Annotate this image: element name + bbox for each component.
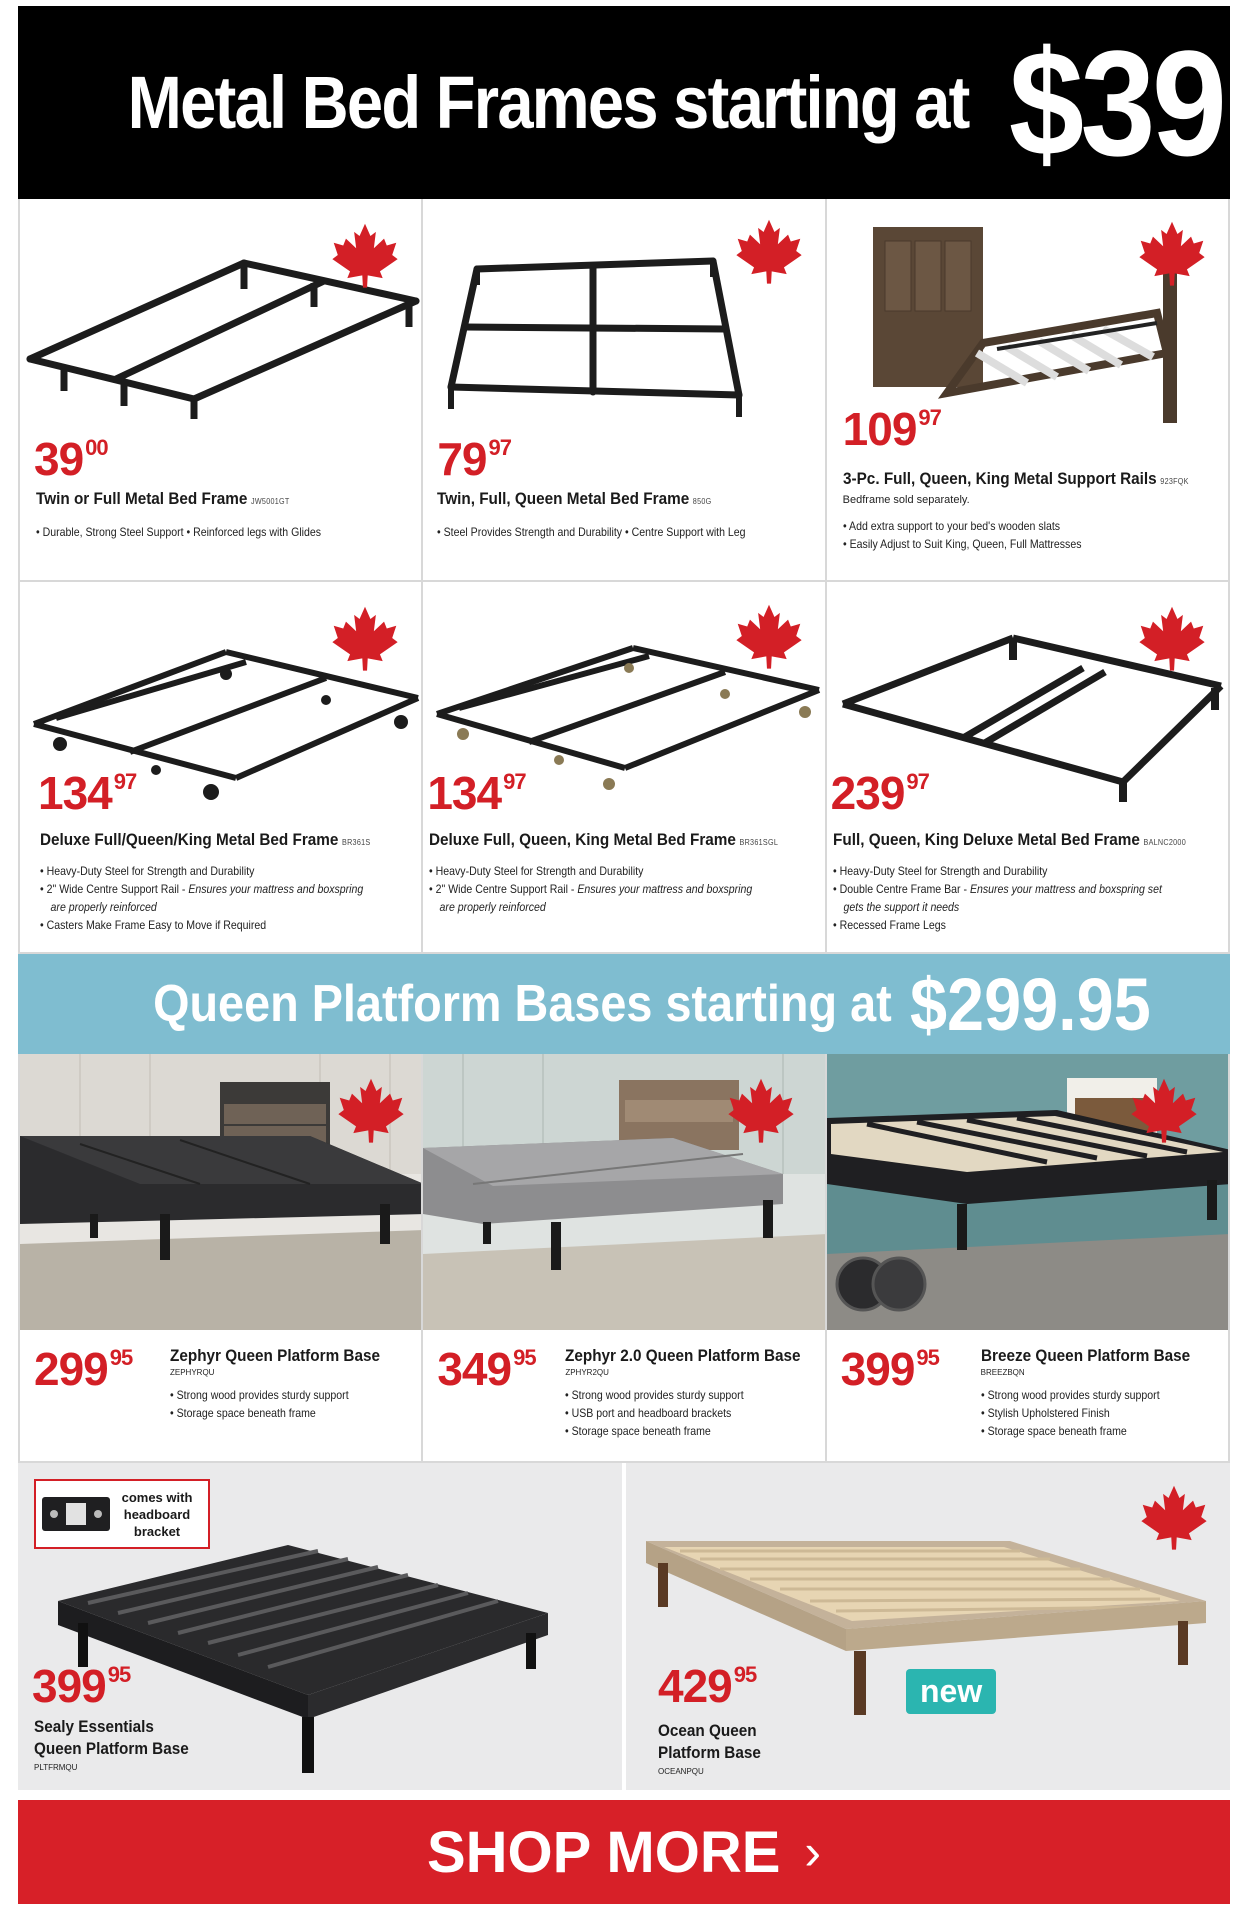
product-price: $299^{95}$: [34, 1343, 133, 1395]
product-card[interactable]: [423, 199, 826, 582]
product-card-ocean[interactable]: [626, 1463, 1230, 1790]
shop-more-label: SHOP MORE: [426, 1819, 781, 1885]
product-price: $349^{95}$: [437, 1343, 536, 1395]
chevron-right-icon: ›: [804, 1824, 822, 1880]
product-card[interactable]: [827, 199, 1230, 582]
product-sku: OCEANPQU: [658, 1767, 704, 1776]
product-sku: PLTFRMQU: [34, 1763, 78, 1772]
bed-frame-image: [443, 247, 753, 422]
product-features: • Heavy-Duty Steel for Strength and Durability • Double Centre Frame Bar - Ensures your mattress and boxspring set gets the support it needs • Recessed Frame Legs: [833, 862, 1162, 934]
callout-line: headboard: [123, 1506, 191, 1522]
product-card[interactable]: [827, 1054, 1230, 1463]
product-price: $134^{97}$: [427, 767, 526, 819]
product-title: Zephyr 2.0 Queen Platform Base: [565, 1346, 801, 1365]
product-sku: ZPHYR2QU: [565, 1368, 609, 1377]
product-price: $429^{95}$: [658, 1660, 757, 1712]
platform-banner: [18, 954, 1230, 1054]
product-title-line2: Queen Platform Base: [34, 1739, 189, 1758]
product-features: • Add extra support to your bed's wooden slats • Easily Adjust to Suit King, Queen, Full Mattresses: [843, 517, 1081, 553]
headboard-bracket-callout: [34, 1479, 210, 1549]
product-price: $109^{97}$: [842, 403, 941, 455]
maple-leaf-icon: [337, 1076, 405, 1144]
frames-row-2: [18, 582, 1230, 954]
product-card[interactable]: [18, 582, 423, 954]
maple-leaf-icon: [1138, 219, 1206, 287]
product-features: • Heavy-Duty Steel for Strength and Durability • 2" Wide Centre Support Rail - Ensures your mattress and boxspring are properly reinforced • Casters Make Frame Easy to Move if Required: [40, 862, 363, 934]
maple-leaf-icon: [727, 1076, 795, 1144]
platform-banner-text: Queen Platform Bases starting at: [152, 975, 892, 1033]
product-title: 3-Pc. Full, Queen, King Metal Support Rails 923FQK: [842, 469, 1189, 488]
product-price: $39^{00}$: [34, 433, 108, 485]
product-price: $239^{97}$: [830, 767, 929, 819]
product-card[interactable]: [423, 582, 826, 954]
maple-leaf-icon: [1140, 1483, 1208, 1551]
maple-leaf-icon: [735, 602, 803, 670]
product-title-line2: Platform Base: [658, 1743, 761, 1762]
maple-leaf-icon: [735, 217, 803, 285]
product-features: • Strong wood provides sturdy support • Stylish Upholstered Finish • Storage space beneath frame: [981, 1386, 1160, 1440]
product-price: $399^{95}$: [32, 1660, 131, 1712]
product-features: • Strong wood provides sturdy support • Storage space beneath frame: [170, 1386, 349, 1422]
maple-leaf-icon: [1130, 1076, 1198, 1144]
shop-more-button[interactable]: [18, 1800, 1230, 1904]
product-title: Sealy Essentials: [34, 1717, 154, 1736]
product-note: Bedframe sold separately.: [842, 494, 970, 506]
product-features: • Strong wood provides sturdy support • USB port and headboard brackets • Storage space beneath frame: [565, 1386, 744, 1440]
product-price: $79^{97}$: [437, 433, 511, 485]
callout-line: comes with: [121, 1489, 193, 1505]
product-card-sealy[interactable]: [18, 1463, 622, 1790]
product-title: Twin, Full, Queen Metal Bed Frame 850G: [437, 489, 712, 508]
callout-line: bracket: [133, 1523, 181, 1539]
product-title: Full, Queen, King Deluxe Metal Bed Frame BALNC2000: [832, 830, 1186, 849]
platforms-row: [18, 1054, 1230, 1463]
product-title: Twin or Full Metal Bed Frame JW5001GT: [36, 489, 290, 508]
product-features: • Heavy-Duty Steel for Strength and Durability • 2" Wide Centre Support Rail - Ensures your mattress and boxspring are properly reinforced: [429, 862, 752, 916]
new-badge: new: [906, 1669, 996, 1714]
frames-row-1: [18, 199, 1230, 582]
product-card[interactable]: [18, 199, 423, 582]
product-sku: BREEZBQN: [980, 1368, 1025, 1377]
product-price: $399^{95}$: [840, 1343, 939, 1395]
product-features: • Steel Provides Strength and Durability • Centre Support with Leg: [437, 523, 746, 541]
product-title: Deluxe Full, Queen, King Metal Bed Frame BR361SGL: [429, 830, 779, 849]
maple-leaf-icon: [331, 221, 399, 289]
platform-banner-price: $299.95: [909, 962, 1151, 1046]
product-card[interactable]: [423, 1054, 826, 1463]
product-title: Breeze Queen Platform Base: [980, 1346, 1190, 1365]
product-card[interactable]: [827, 582, 1230, 954]
product-title: Deluxe Full/Queen/King Metal Bed Frame BR361S: [40, 830, 371, 849]
product-price: $134^{97}$: [38, 767, 137, 819]
top-banner-price: $39: [1008, 18, 1224, 187]
maple-leaf-icon: [331, 604, 399, 672]
headboard-bracket-icon: [40, 1493, 112, 1535]
maple-leaf-icon: [1138, 604, 1206, 672]
product-card[interactable]: [18, 1054, 423, 1463]
top-banner-text: Metal Bed Frames starting at: [127, 61, 969, 144]
product-title: Ocean Queen: [658, 1721, 757, 1740]
product-sku: ZEPHYRQU: [170, 1368, 215, 1377]
product-features: • Durable, Strong Steel Support • Reinforced legs with Glides: [36, 523, 321, 541]
product-title: Zephyr Queen Platform Base: [170, 1346, 381, 1365]
top-banner: [18, 6, 1230, 199]
